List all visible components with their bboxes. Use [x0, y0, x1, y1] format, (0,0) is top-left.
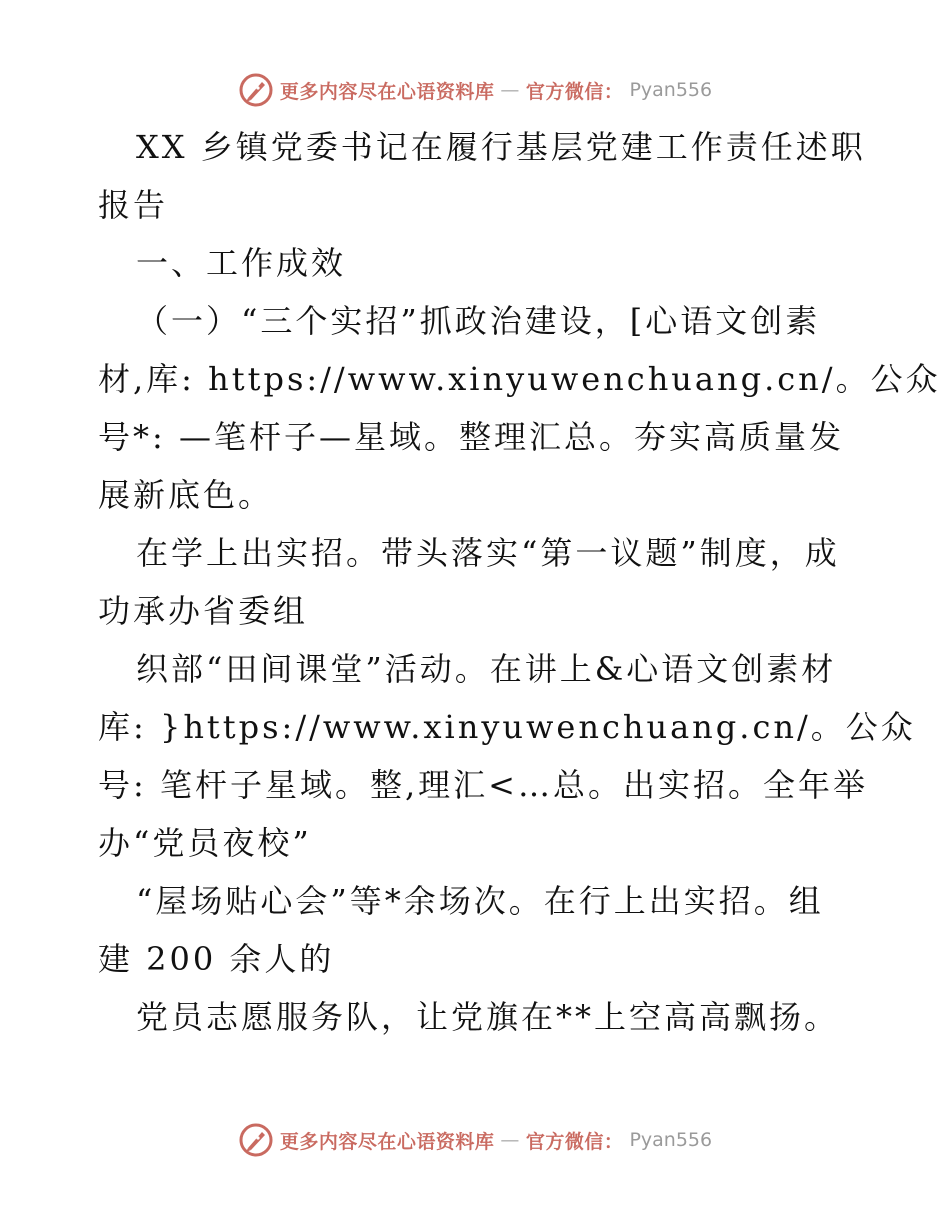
- watermark-account: Pyan556: [629, 1129, 713, 1151]
- watermark-label: 官方微信：: [525, 80, 624, 103]
- paragraph-line: 号: 笔杆子星域。整,理汇<…总。出实招。全年举: [98, 766, 868, 804]
- paragraph-line: 织部“田间课堂”活动。在讲上&心语文创素材: [136, 650, 837, 688]
- section-heading: 一、工作成效: [136, 244, 347, 282]
- watermark-tagline: 更多内容尽在心语资料库: [279, 1130, 495, 1153]
- document-body: [98, 118, 941, 1046]
- paragraph-line: “屋场贴心会”等*余场次。在行上出实招。组: [136, 882, 824, 920]
- paragraph-line: 党员志愿服务队，让党旗在**上空高高飘扬。: [136, 998, 840, 1036]
- watermark-dash: —: [500, 79, 520, 101]
- watermark-account: Pyan556: [629, 79, 713, 101]
- pen-nib-logo-icon: [238, 1122, 274, 1158]
- watermark-dash: —: [500, 1129, 520, 1151]
- footer-watermark-banner: [0, 1120, 950, 1160]
- paragraph-line: 材,库: https://www.xinyuwenchuang.cn/。公众: [98, 360, 941, 398]
- pen-nib-logo-icon: [238, 72, 274, 108]
- paragraph-line: 号*: —笔杆子—星域。整理汇总。夯实高质量发: [98, 418, 844, 456]
- document-title-continued: 报告: [98, 186, 169, 224]
- paragraph-line: （一）“三个实招”抓政治建设，[心语文创素: [136, 302, 821, 340]
- paragraph-line: 办“党员夜校”: [98, 824, 312, 862]
- paragraph-line: 展新底色。: [98, 476, 274, 514]
- paragraph-line: 功承办省委组: [98, 592, 309, 630]
- watermark-label: 官方微信：: [525, 1130, 624, 1153]
- document-title: XX 乡镇党委书记在履行基层党建工作责任述职: [136, 128, 866, 166]
- paragraph-line: 在学上出实招。带头落实“第一议题”制度，成: [136, 534, 840, 572]
- watermark-tagline: 更多内容尽在心语资料库: [279, 80, 495, 103]
- header-watermark-banner: [0, 70, 950, 110]
- paragraph-line: 建 200 余人的: [98, 940, 335, 978]
- paragraph-line: 库: }https://www.xinyuwenchuang.cn/。公众: [98, 708, 916, 746]
